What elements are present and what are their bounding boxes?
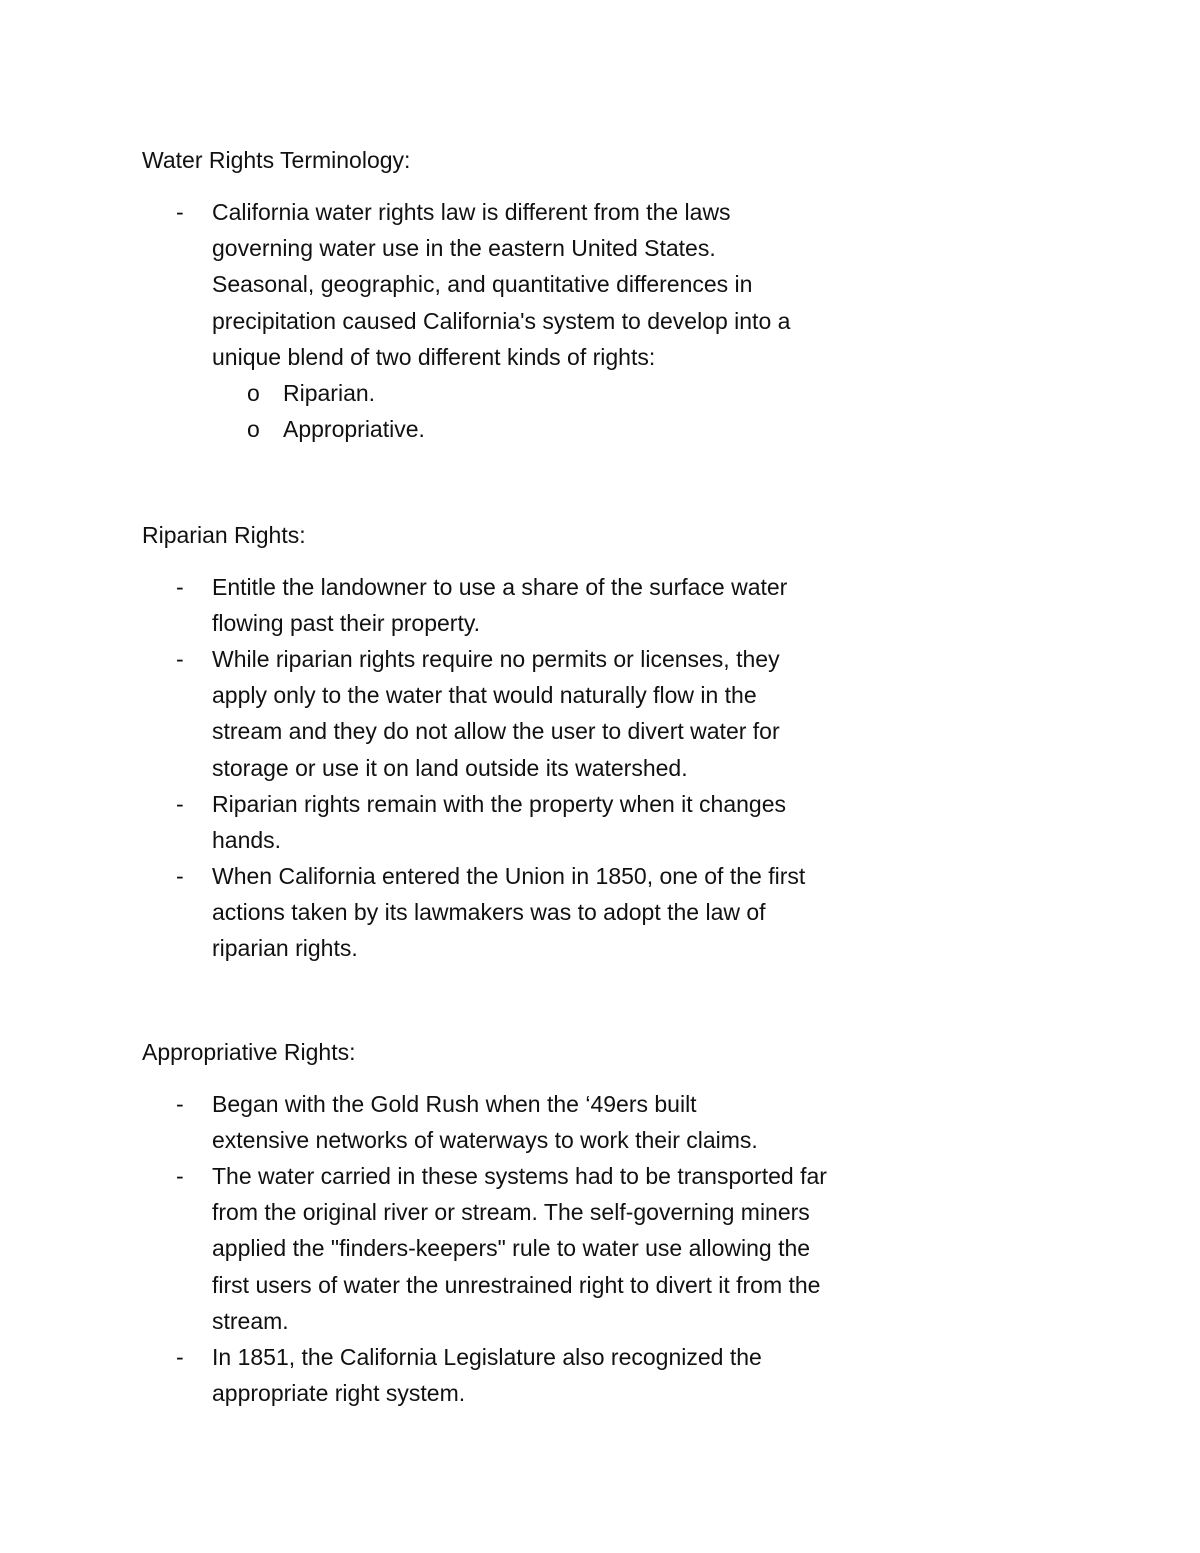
text-line: actions taken by its lawmakers was to adopt the law of <box>212 899 766 926</box>
text-line: Seasonal, geographic, and quantitative differences in <box>212 271 753 298</box>
list-item-text <box>212 641 912 786</box>
text-line: governing water use in the eastern United States. <box>212 235 716 262</box>
dash-bullet: - <box>176 199 184 225</box>
text-line: While riparian rights require no permits or licenses, they <box>212 646 780 672</box>
text-line: storage or use it on land outside its watershed. <box>212 754 688 781</box>
text-line: appropriate right system. <box>212 1380 466 1407</box>
dash-bullet: - <box>176 1091 184 1117</box>
text-line: flowing past their property. <box>212 610 481 637</box>
text-line: apply only to the water that would naturally flow in the <box>212 682 757 709</box>
text-line: riparian rights. <box>212 935 358 962</box>
text-line: Began with the Gold Rush when the ‘49ers built <box>212 1091 697 1117</box>
section-heading-appropriative-rights: Appropriative Rights: <box>142 1039 356 1065</box>
circle-bullet: o <box>247 380 260 406</box>
list-item-text <box>212 858 912 967</box>
sub-list-item-text: Riparian. <box>283 380 376 406</box>
dash-bullet: - <box>176 1163 184 1189</box>
text-line: When California entered the Union in 1850, one of the first <box>212 863 806 889</box>
text-line: Riparian rights remain with the property when it changes <box>212 791 787 817</box>
list-item-text <box>212 1158 912 1339</box>
dash-bullet: - <box>176 646 184 672</box>
dash-bullet: - <box>176 863 184 889</box>
text-line: from the original river or stream. The self-governing miners <box>212 1199 810 1226</box>
text-line: precipitation caused California's system to develop into a <box>212 307 791 334</box>
text-line: stream and they do not allow the user to divert water for <box>212 718 780 745</box>
text-line: In 1851, the California Legislature also recognized the <box>212 1344 762 1370</box>
section-heading-riparian-rights: Riparian Rights: <box>142 522 306 548</box>
dash-bullet: - <box>176 791 184 817</box>
dash-bullet: - <box>176 574 184 600</box>
dash-bullet: - <box>176 1344 184 1370</box>
text-line: first users of water the unrestrained right to divert it from the <box>212 1271 821 1298</box>
text-line: The water carried in these systems had to be transported far <box>212 1163 827 1189</box>
text-line: unique blend of two different kinds of rights: <box>212 343 656 370</box>
circle-bullet: o <box>247 416 260 442</box>
sub-list-item-text: Appropriative. <box>283 416 425 442</box>
text-line: applied the "finders-keepers" rule to water use allowing the <box>212 1235 811 1262</box>
list-item-text <box>212 569 912 641</box>
section-heading-water-rights-terminology: Water Rights Terminology: <box>142 147 411 173</box>
text-line: California water rights law is different from the laws <box>212 199 731 225</box>
text-line: stream. <box>212 1307 289 1334</box>
text-line: hands. <box>212 827 282 854</box>
text-line: extensive networks of waterways to work their claims. <box>212 1127 758 1154</box>
list-item-text <box>212 1086 912 1158</box>
list-item-text <box>212 786 912 858</box>
list-item-text <box>212 1339 912 1411</box>
list-item-text <box>212 194 912 375</box>
text-line: Entitle the landowner to use a share of the surface water <box>212 574 788 600</box>
